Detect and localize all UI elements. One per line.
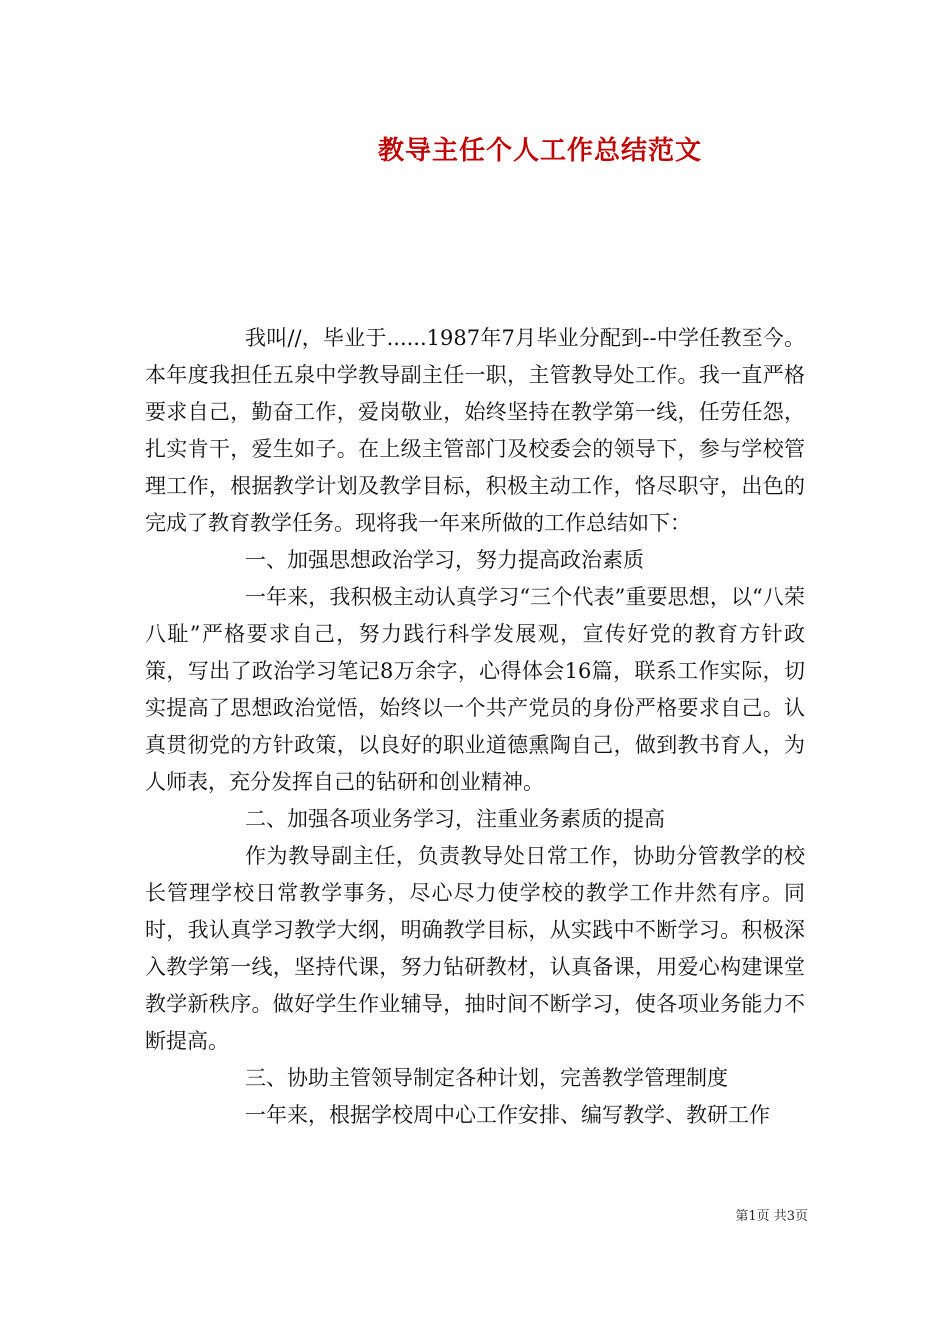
document-body: [145, 320, 805, 1134]
paragraph-section-1: 一年来，我积极主动认真学习“三个代表”重要思想，以“八荣八耻”严格要求自己，努力践行科学发展观，宣传好党的教育方针政策，写出了政治学习笔记8万余字，心得体会16篇，联系工作实际，切实提高了思想政治觉悟，始终以一个共产党员的身份严格要求自己。认真贯彻党的方针政策，以良好的职业道德熏陶自己，做到教书育人，为人师表，充分发挥自己的钻研和创业精神。: [145, 585, 805, 794]
document-title: 教导主任个人工作总结范文: [377, 136, 702, 166]
paragraph-intro: 我叫//，毕业于......1987年7月毕业分配到--中学任教至今。本年度我担任五泉中学教导副主任一职，主管教导处工作。我一直严格要求自己，勤奋工作，爱岗敬业，始终坚持在教学第一线，任劳任怨，扎实肯干，爱生如子。在上级主管部门及校委会的领导下，参与学校管理工作，根据教学计划及教学目标，积极主动工作，恪尽职守，出色的完成了教育教学任务。现将我一年来所做的工作总结如下：: [145, 326, 805, 535]
paragraph-section-2: 作为教导副主任，负责教导处日常工作，协助分管教学的校长管理学校日常教学事务，尽心尽力使学校的教学工作井然有序。同时，我认真学习教学大纲，明确教学目标，从实践中不断学习。积极深入教学第一线，坚持代课，努力钻研教材，认真备课，用爱心构建课堂教学新秩序。做好学生作业辅导，抽时间不断学习，使各项业务能力不断提高。: [145, 844, 805, 1053]
page-number: 第1页 共3页: [735, 1209, 808, 1224]
section-heading-1: 一、加强思想政治学习，努力提高政治素质: [245, 548, 644, 572]
paragraph-section-3: 一年来，根据学校周中心工作安排、编写教学、教研工作: [245, 1103, 770, 1127]
section-heading-2: 二、加强各项业务学习，注重业务素质的提高: [245, 807, 665, 831]
section-heading-3: 三、协助主管领导制定各种计划，完善教学管理制度: [245, 1066, 728, 1090]
